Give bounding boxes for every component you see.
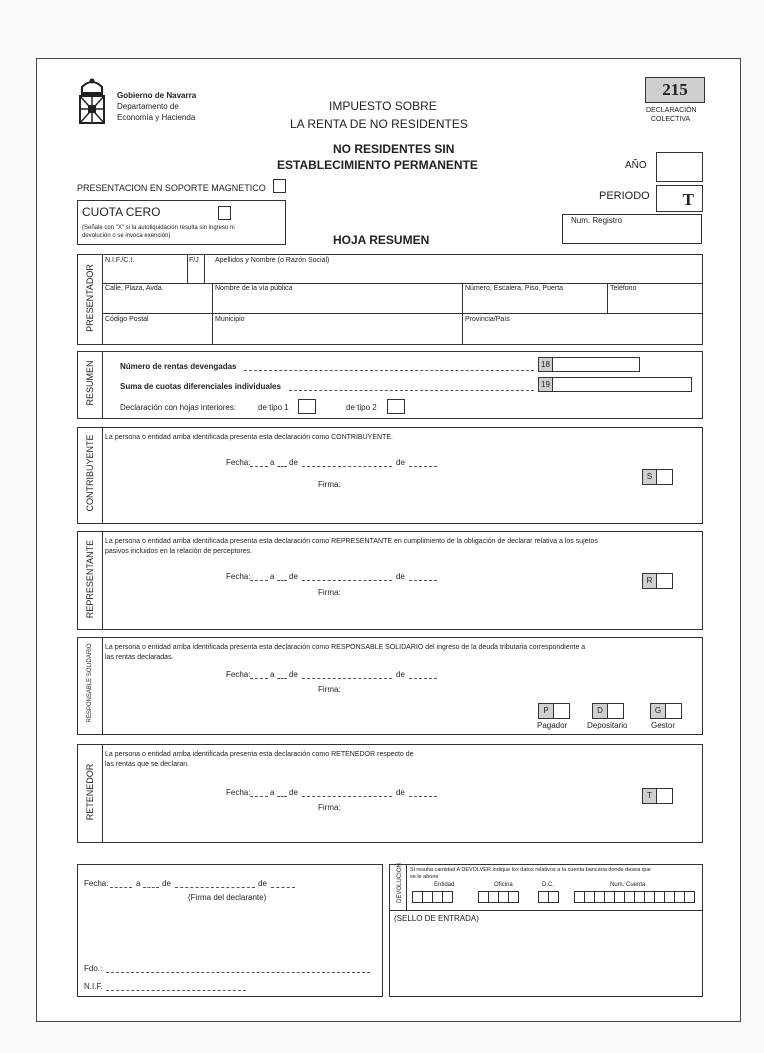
manager-checkbox[interactable] bbox=[665, 703, 682, 719]
zero-quota-box bbox=[77, 200, 286, 245]
period-value: T bbox=[682, 190, 694, 209]
contribuyente-label: CONTRIBUYENTE bbox=[85, 434, 95, 512]
contribuyente-date-label: Fecha: bbox=[226, 458, 251, 467]
type1-label: de tipo 1 bbox=[258, 403, 289, 412]
type1-checkbox[interactable] bbox=[298, 399, 316, 414]
fdo-label: Fdo.: bbox=[84, 964, 103, 973]
footer-de2-label: de bbox=[258, 879, 267, 888]
responsable-signature-label: Firma: bbox=[318, 685, 341, 694]
zero-quota-note2: devolución o se invoca exención) bbox=[82, 233, 171, 239]
type2-checkbox[interactable] bbox=[387, 399, 405, 414]
payer-label: Pagador bbox=[537, 721, 568, 730]
representante-signature-label: Firma: bbox=[318, 588, 341, 597]
footer-nif-label: N.I.F. bbox=[84, 982, 103, 991]
province-label: Provincia/País bbox=[465, 316, 510, 323]
manager-label: Gestor bbox=[651, 721, 676, 730]
year-input[interactable] bbox=[656, 152, 703, 182]
org-department-name: Economía y Hacienda bbox=[117, 113, 196, 122]
footer-de1-label: de bbox=[162, 879, 171, 888]
org-department: Departamento de bbox=[117, 102, 179, 111]
bank-account-input[interactable] bbox=[574, 891, 694, 903]
retenedor-checkbox[interactable] bbox=[656, 788, 673, 804]
depositary-label: Depositario bbox=[587, 721, 628, 730]
footer-date-label: Fecha: bbox=[84, 879, 109, 888]
declarant-signature-label: (Firma del declarante) bbox=[188, 893, 267, 902]
form-title-line2: LA RENTA DE NO RESIDENTES bbox=[290, 117, 468, 131]
refund-note2: se le abone bbox=[410, 874, 439, 880]
form-subtitle-line1: NO RESIDENTES SIN bbox=[333, 142, 455, 156]
quotas-sum-label: Suma de cuotas diferenciales individuales bbox=[120, 382, 281, 391]
incomes-count-input[interactable] bbox=[552, 357, 640, 372]
responsable-a-label: a bbox=[270, 670, 275, 679]
municipality-label: Municipio bbox=[215, 316, 245, 323]
bank-entity-input[interactable] bbox=[412, 891, 452, 903]
name-field-label: Apellidos y Nombre (o Razón Social) bbox=[215, 257, 330, 264]
bank-dc-label: D.C. bbox=[542, 882, 554, 888]
retenedor-date-label: Fecha: bbox=[226, 788, 251, 797]
representante-de2-label: de bbox=[396, 572, 405, 581]
contribuyente-signature-label: Firma: bbox=[318, 480, 341, 489]
representante-de1-label: de bbox=[289, 572, 298, 581]
depositary-code: D bbox=[592, 703, 608, 719]
responsable-date-label: Fecha: bbox=[226, 670, 251, 679]
form-subtitle-line2: ESTABLECIMIENTO PERMANENTE bbox=[277, 158, 478, 172]
representante-section bbox=[77, 531, 703, 630]
registry-label: Num. Registro bbox=[571, 216, 623, 225]
bank-dc-input[interactable] bbox=[538, 891, 558, 903]
year-label: AÑO bbox=[625, 160, 647, 171]
form-page bbox=[36, 58, 741, 1022]
presenter-section bbox=[77, 254, 703, 345]
incomes-code: 18 bbox=[538, 357, 553, 372]
representante-code: R bbox=[642, 573, 657, 589]
bank-entity-label: Entidad bbox=[434, 882, 455, 888]
responsable-label: RESPONSABLE SOLIDARIO bbox=[87, 643, 93, 723]
phone-label: Teléfono bbox=[610, 285, 637, 292]
form-number-badge: 215 bbox=[645, 77, 705, 103]
depositary-checkbox[interactable] bbox=[607, 703, 624, 719]
retenedor-signature-label: Firma: bbox=[318, 803, 341, 812]
fj-field-label: F/J bbox=[189, 257, 199, 264]
contribuyente-a-label: a bbox=[270, 458, 275, 467]
responsable-de1-label: de bbox=[289, 670, 298, 679]
type2-label: de tipo 2 bbox=[346, 403, 377, 412]
nif-field-label: N.I.F./C.I. bbox=[105, 257, 135, 264]
contribuyente-de1-label: de bbox=[289, 458, 298, 467]
zero-quota-checkbox[interactable] bbox=[218, 206, 231, 220]
street-type-label: Calle, Plaza, Avda. bbox=[105, 285, 164, 292]
contribuyente-text: La persona o entidad arriba identificada presenta esta declaración como CONTRIBUYENTE. bbox=[105, 434, 393, 441]
magnetic-support-label: PRESENTACION EN SOPORTE MAGNETICO bbox=[77, 183, 266, 193]
retenedor-section bbox=[77, 744, 703, 843]
period-label: PERIODO bbox=[599, 190, 650, 202]
inner-sheets-label: Declaración con hojas interiores: bbox=[120, 403, 237, 412]
postal-code-label: Código Postal bbox=[105, 316, 149, 323]
manager-code: G bbox=[650, 703, 666, 719]
navarra-coat-of-arms-logo bbox=[77, 77, 107, 125]
registry-number-field[interactable] bbox=[562, 214, 702, 244]
bank-office-label: Oficina bbox=[494, 882, 513, 888]
magnetic-support-checkbox[interactable] bbox=[273, 179, 286, 193]
quotas-code: 19 bbox=[538, 377, 553, 392]
retenedor-code: T bbox=[642, 788, 657, 804]
retenedor-de1-label: de bbox=[289, 788, 298, 797]
zero-quota-note1: (Señale con "X" si la autoliquidación resulta sin ingreso ni bbox=[82, 225, 235, 231]
quotas-sum-input[interactable] bbox=[552, 377, 692, 392]
summary-section-label: RESUMEN bbox=[85, 360, 95, 406]
representante-text1: La persona o entidad arriba identificada presenta esta declaración como REPRESENTANTE en cumplimiento de la obligación de declarar relativa a los sujetos bbox=[105, 538, 598, 545]
responsable-de2-label: de bbox=[396, 670, 405, 679]
refund-and-stamp-box bbox=[389, 864, 703, 997]
representante-label: REPRESENTANTE bbox=[85, 539, 95, 619]
payer-checkbox[interactable] bbox=[553, 703, 570, 719]
responsable-text1: La persona o entidad arriba identificada presenta esta declaración como RESPONSABLE SOLIDARIO del ingreso de la deuda tributaria correspondiente a bbox=[105, 644, 586, 651]
refund-section-label: DEVOLUCION bbox=[397, 863, 403, 903]
form-title-line1: IMPUESTO SOBRE bbox=[329, 99, 437, 113]
retenedor-a-label: a bbox=[270, 788, 275, 797]
street-name-label: Nombre de la vía pública bbox=[215, 285, 293, 292]
form-type-line1: DECLARACIÓN bbox=[646, 107, 697, 114]
contribuyente-checkbox[interactable] bbox=[656, 469, 673, 485]
summary-sheet-title: HOJA RESUMEN bbox=[333, 233, 430, 247]
contribuyente-section bbox=[77, 427, 703, 524]
footer-a-label: a bbox=[136, 879, 141, 888]
bank-account-label: Num. Cuenta bbox=[610, 882, 646, 888]
representante-checkbox[interactable] bbox=[656, 573, 673, 589]
representante-text2: pasivos incluidos en la relación de perceptores. bbox=[105, 548, 253, 555]
retenedor-de2-label: de bbox=[396, 788, 405, 797]
retenedor-text2: las rentas que se declaran. bbox=[105, 761, 190, 768]
street-number-label: Número, Escalera, Piso, Puerta bbox=[465, 285, 564, 292]
org-name: Gobierno de Navarra bbox=[117, 91, 197, 100]
payer-code: P bbox=[538, 703, 554, 719]
retenedor-text1: La persona o entidad arriba identificada presenta esta declaración como RETENEDOR respecto de bbox=[105, 751, 414, 758]
zero-quota-label: CUOTA CERO bbox=[82, 205, 161, 219]
declarant-signature-box bbox=[77, 864, 383, 997]
contribuyente-code: S bbox=[642, 469, 657, 485]
incomes-count-label: Número de rentas devengadas bbox=[120, 362, 237, 371]
responsable-text2: las rentas declaradas. bbox=[105, 654, 174, 661]
form-type-line2: COLECTIVA bbox=[651, 116, 691, 123]
summary-section bbox=[77, 351, 703, 419]
retenedor-label: RETENEDOR bbox=[85, 763, 95, 821]
refund-note1: Si resulta cantidad A DEVOLVER indique los datos relativos a la cuenta bancaria donde desea que bbox=[410, 867, 651, 873]
bank-office-input[interactable] bbox=[478, 891, 518, 903]
presenter-section-label: PRESENTADOR bbox=[85, 264, 95, 332]
representante-date-label: Fecha: bbox=[226, 572, 251, 581]
contribuyente-de2-label: de bbox=[396, 458, 405, 467]
responsable-section bbox=[77, 637, 703, 735]
representante-a-label: a bbox=[270, 572, 275, 581]
entry-stamp-label: (SELLO DE ENTRADA) bbox=[394, 914, 479, 923]
period-input[interactable] bbox=[656, 185, 703, 212]
